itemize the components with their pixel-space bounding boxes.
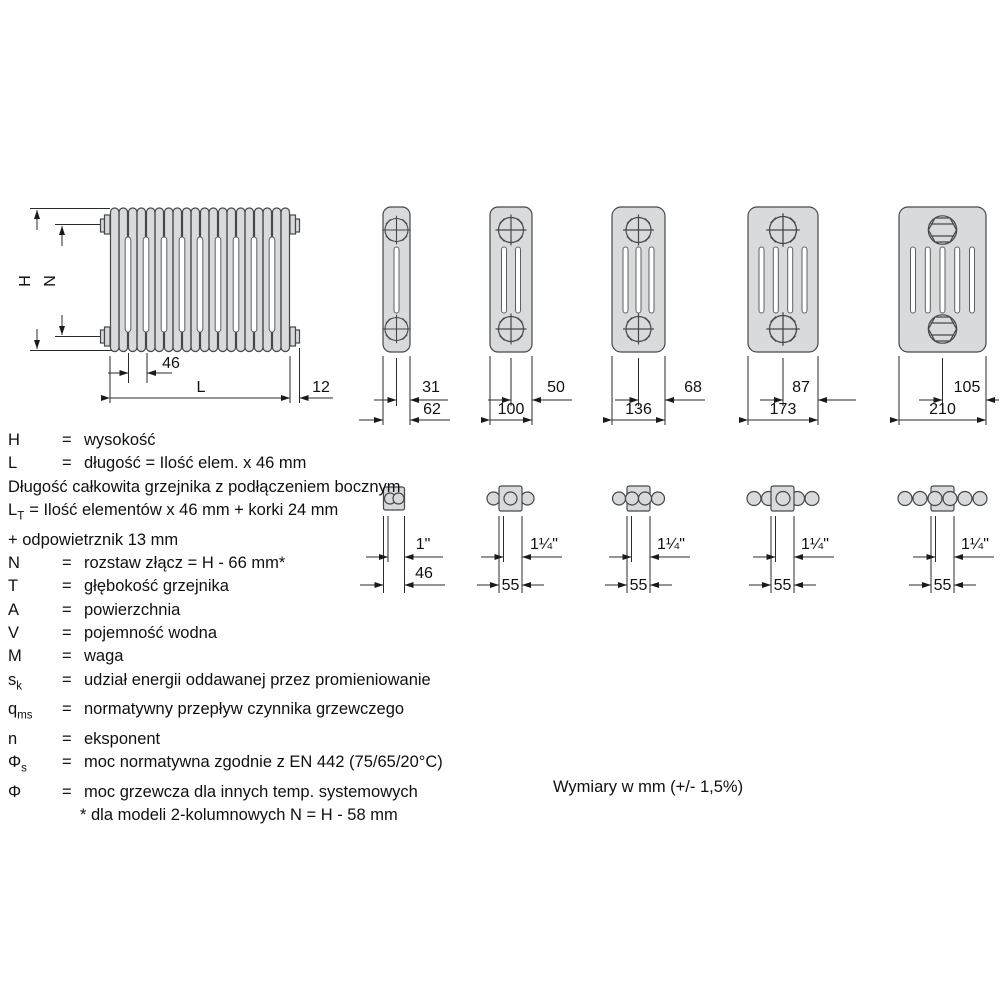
legend-row-total-length-note: Długość całkowita grzejnika z podłączeniem bocznym [8,477,401,496]
legend-row-h: H = wysokość [8,431,156,449]
connection-size-2col: 1" [415,536,431,553]
legend-row-a: A = powierzchnia [8,600,181,619]
half-depth-5col: 87 [792,379,810,396]
depth-2col: 62 [423,401,441,418]
legend-row-sk: $s_k$ = udział energii oddawanej przez promieniowanie [8,670,431,693]
hub-width-6col: 55 [933,577,952,594]
depth-6col: 210 [929,401,956,418]
legend-row-footnote-2col: * dla modeli 2-kolumnowych N = H - 58 mm [80,806,398,825]
cross-section-5col [748,207,818,352]
cross-section-4col [612,207,665,352]
legend-row-qms: $q_{ms}$ = normatywny przepływ czynnika grzewczego [8,700,405,722]
legend-row-m: M = waga [8,647,124,666]
legend-row-phi: Φ = moc grzewcza dla innych temp. systemowych [8,783,418,801]
legend-row-n: N = rozstaw złącz = H - 66 mm* [8,554,286,573]
half-depth-6col: 105 [953,379,981,396]
depth-5col: 173 [769,401,797,418]
cross-section-3col [490,207,532,352]
top-view-5col [747,486,819,511]
half-depth-2col: 31 [422,379,440,396]
front-height-label: H [17,275,34,287]
hub-width-4col: 55 [629,577,648,594]
front-element-pitch: 46 [162,355,180,372]
cross-section-2col [382,207,411,352]
top-view-6col [898,486,987,511]
connection-size-3col: 1¼" [530,536,558,553]
legend [8,429,443,828]
legend-row-n-exp: n = eksponent [8,730,161,749]
connection-size-4col: 1¼" [657,536,685,553]
hub-width-5col: 55 [773,577,792,594]
legend-row-t: T = głębokość grzejnika [8,577,229,596]
front-end-overhang: 12 [312,379,330,396]
front-view-radiator [101,208,300,352]
half-depth-3col: 50 [547,379,565,396]
depth-3col: 100 [497,401,525,418]
front-joint-spacing-label: N [42,275,59,287]
hub-width-3col: 55 [501,577,520,594]
legend-row-l: L = długość = Ilość elem. x 46 mm [8,454,307,473]
half-depth-4col: 68 [684,379,702,396]
legend-row-lt: $L_T$ = Ilość elementów x 46 mm + korki 24 mm [8,501,339,523]
depth-4col: 136 [625,401,652,418]
top-view-4col [613,486,665,511]
connection-size-5col: 1¼" [801,536,829,553]
cross-section-6col [899,207,986,352]
depth-dimensions [359,356,999,425]
dimensions-tolerance-note: Wymiary w mm (+/- 1,5%) [553,778,744,796]
legend-row-phi-s: $\Phi_s$ = moc normatywna zgodnie z EN 442 (75/65/20°C) [8,753,443,775]
connection-size-6col: 1¼" [961,536,989,553]
legend-row-v: V = pojemność wodna [8,624,217,643]
hub-width-2col: 46 [415,565,433,582]
connection-dimensions [360,516,994,593]
top-view-3col [487,486,534,511]
front-length-label: L [196,379,206,396]
legend-row-vent-note: + odpowietrznik 13 mm [8,530,179,549]
